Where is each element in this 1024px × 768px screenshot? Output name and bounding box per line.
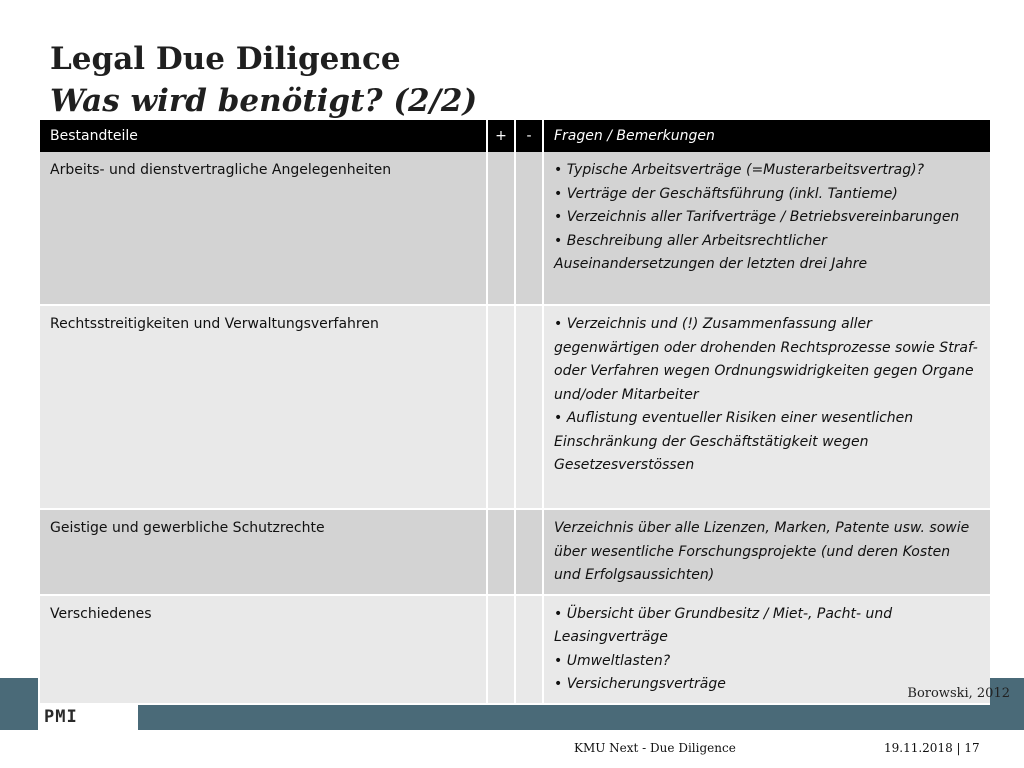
slide-title	[50, 38, 477, 122]
note-item: • Verträge der Geschäftsführung (inkl. Tantieme)	[554, 183, 980, 207]
notes-cell	[543, 152, 990, 305]
note-item: • Typische Arbeitsverträge (=Musterarbeitsvertrag)?	[554, 159, 980, 183]
note-item: • Auflistung eventueller Risiken einer wesentlichen Einschränkung der Geschäftstätigkeit wegen Gesetzesverstössen	[554, 407, 980, 478]
minus-cell[interactable]	[515, 305, 543, 509]
minus-cell[interactable]	[515, 152, 543, 305]
table-row	[40, 509, 990, 595]
header-plus: +	[487, 120, 515, 152]
footer-title: KMU Next - Due Diligence	[574, 741, 736, 755]
note-item: • Versicherungsverträge	[554, 673, 980, 697]
component-cell: Rechtsstreitigkeiten und Verwaltungsverfahren	[40, 305, 487, 509]
table-row	[40, 305, 990, 509]
source-citation: Borowski, 2012	[907, 686, 1010, 701]
minus-cell[interactable]	[515, 595, 543, 704]
note-item: • Umweltlasten?	[554, 650, 980, 674]
plus-cell[interactable]	[487, 595, 515, 704]
title-subtitle: Was wird benötigt? (2/2)	[50, 83, 478, 119]
note-item: • Beschreibung aller Arbeitsrechtlicher Auseinandersetzungen der letzten drei Jahre	[554, 230, 980, 277]
notes-cell: Verzeichnis über alle Lizenzen, Marken, Patente usw. sowie über wesentliche Forschungsprojekte (und deren Kosten und Erfolgsaussichten)	[543, 509, 990, 595]
note-item: • Verzeichnis und (!) Zusammenfassung aller gegenwärtigen oder drohenden Rechtsprozesse sowie Straf- oder Verfahren wegen Ordnungswidrigkeiten gegen Organe und/oder Mitarbeiter	[554, 313, 980, 407]
note-item: • Übersicht über Grundbesitz / Miet-, Pacht- und Leasingverträge	[554, 603, 980, 650]
plus-cell[interactable]	[487, 509, 515, 595]
header-fragen: Fragen / Bemerkungen	[543, 120, 990, 152]
table-row	[40, 152, 990, 305]
title-main: Legal Due Diligence	[50, 41, 401, 77]
note-item: • Verzeichnis aller Tarifverträge / Betriebsvereinbarungen	[554, 206, 980, 230]
component-cell: Verschiedenes	[40, 595, 487, 704]
table-row	[40, 595, 990, 704]
table-header-row	[40, 120, 990, 152]
plus-cell[interactable]	[487, 305, 515, 509]
component-cell: Arbeits- und dienstvertragliche Angelegenheiten	[40, 152, 487, 305]
due-diligence-table	[40, 120, 990, 705]
header-bestandteile: Bestandteile	[40, 120, 487, 152]
component-cell: Geistige und gewerbliche Schutzrechte	[40, 509, 487, 595]
footer-date-page: 19.11.2018 | 17	[884, 741, 980, 755]
logo-line-2: PMI	[44, 707, 78, 727]
minus-cell[interactable]	[515, 509, 543, 595]
plus-cell[interactable]	[487, 152, 515, 305]
notes-cell	[543, 305, 990, 509]
header-minus: -	[515, 120, 543, 152]
